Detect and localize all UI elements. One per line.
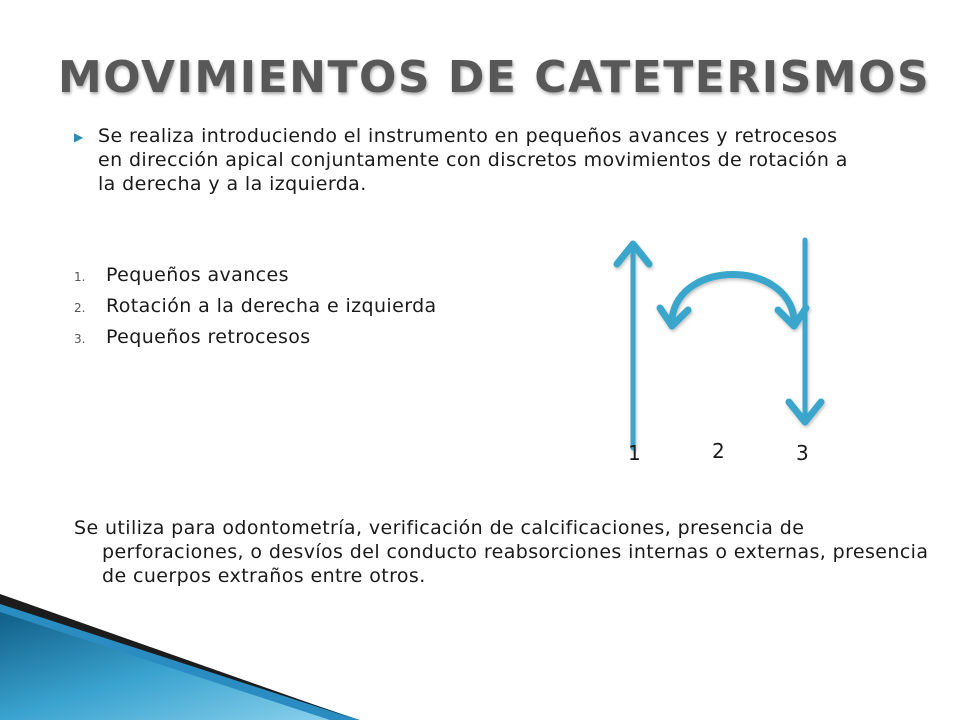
triangle-right-icon: ▶ (74, 130, 84, 144)
step-number: 1. (74, 270, 86, 284)
step-label: Rotación a la derecha e izquierda (106, 295, 437, 317)
step-number: 2. (74, 301, 86, 315)
bullet-text: Se realiza introduciendo el instrumento en pequeños avances y retrocesos en dirección apical conjuntamente con discretos movimientos de rotación a la derecha y a la izquierda. (98, 125, 848, 195)
step-number: 3. (74, 332, 86, 346)
step-label: Pequeños avances (106, 264, 289, 286)
step-label: Pequeños retrocesos (106, 326, 311, 348)
diagram-label-3: 3 (796, 441, 809, 465)
diagram-label-2: 2 (712, 439, 725, 463)
body-paragraph: Se utiliza para odontometría, verificación de calcificaciones, presencia de perforaciones, o desvíos del conducto reabsorciones internas o externas, presencia de cuerpos extraños entre otros. (74, 517, 929, 587)
slide-title: MOVIMIENTOS DE CATETERISMOS (58, 52, 931, 103)
diagram-label-1: 1 (628, 441, 641, 465)
